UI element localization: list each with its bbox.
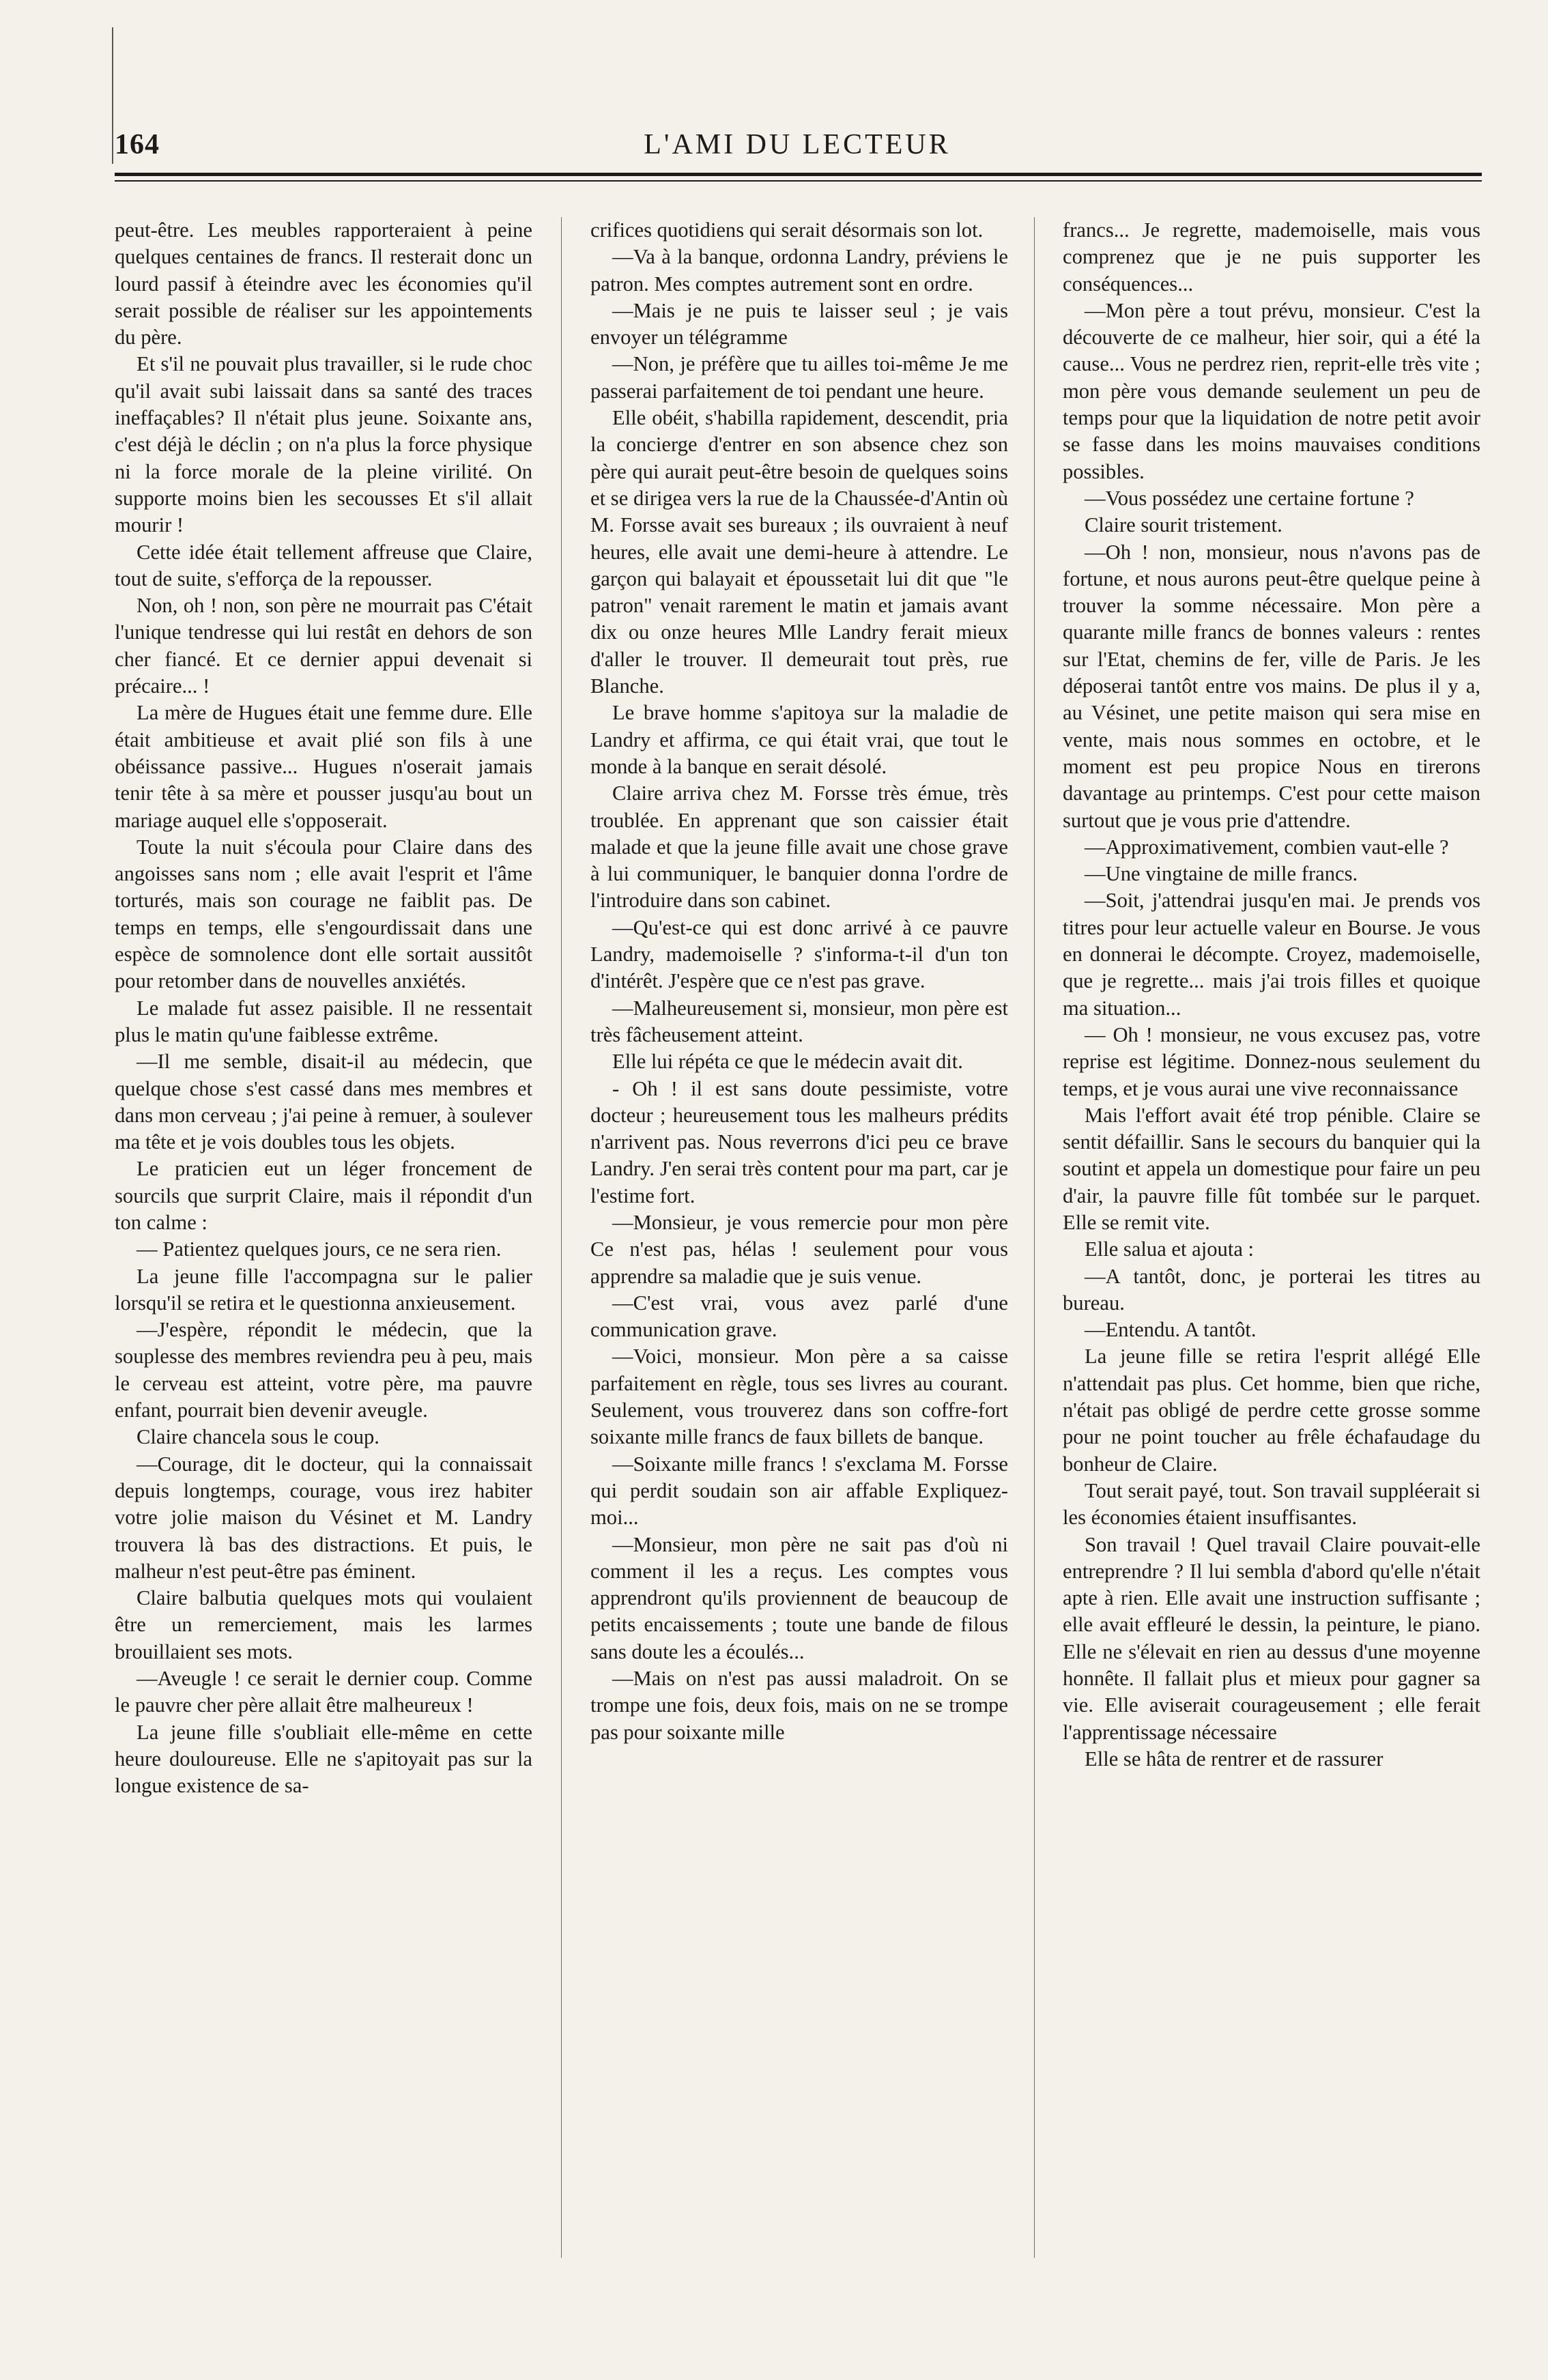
paragraph: —Monsieur, mon père ne sait pas d'où ni comment il les a reçus. Les comptes vous apprendront qu'ils proviennent de beaucoup de petits encaissements ; toute une bande de filous sans doute les a écoulés... bbox=[590, 1532, 1008, 1663]
paragraph: Elle se hâta de rentrer et de rassurer bbox=[1085, 1747, 1384, 1770]
paragraph: —Soit, j'attendrai jusqu'en mai. Je prends vos titres pour leur actuelle valeur en Bourse. Je vous en donnerai le décompte. Croyez, mademoiselle, que je regrette... mais j'ai trois filles et quoique ma situation... bbox=[1063, 889, 1480, 1020]
paragraph: La mère de Hugues était une femme dure. Elle était ambitieuse et avait plié son fils à une obéissance passive... Hugues n'oserait jamais tenir tête à sa mère et pousser jusqu'au bout un mariage auquel elle s'opposerait. bbox=[115, 701, 532, 832]
page-number: 164 bbox=[115, 129, 160, 160]
paragraph: —C'est vrai, vous avez parlé d'une communication grave. bbox=[590, 1291, 1008, 1342]
text-columns bbox=[115, 217, 1482, 2278]
paragraph: —Mais je ne puis te laisser seul ; je vais envoyer un télégramme bbox=[590, 298, 1008, 349]
paragraph: Elle salua et ajouta : bbox=[1085, 1237, 1255, 1261]
paragraph: Toute la nuit s'écoula pour Claire dans des angoisses sans nom ; elle avait l'esprit et l'âme torturés, mais son courage ne faiblit pas. De temps en temps, elle s'engourdissait dans une espèce de somnolence dont elle sortait aussitôt pour retomber dans de nouvelles anxiétés. bbox=[115, 835, 532, 993]
paragraph: Non, oh ! non, son père ne mourrait pas C'était l'unique tendresse qui lui restât en dehors de son cher fiancé. Et ce dernier appui devenait si précaire... ! bbox=[115, 594, 532, 698]
column-divider bbox=[1034, 217, 1035, 2258]
column-1 bbox=[115, 217, 532, 2278]
column-3 bbox=[1063, 217, 1480, 2278]
paragraph: —Mon père a tout prévu, monsieur. C'est la découverte de ce malheur, hier soir, qui a été la cause... Vous ne perdrez rien, reprit-elle très vite ; mon père vous demande seulement un peu de temps pour que la liquidation de notre petit avoir se fasse dans les moins mauvaises conditions possibles. bbox=[1063, 298, 1480, 483]
paragraph: Son travail ! Quel travail Claire pouvait-elle entreprendre ? Il lui sembla d'abord qu'elle n'était apte à rien. Elle avait une instruction suffisante ; elle avait effleuré le dessin, la peinture, le piano. Elle ne s'élevait en rien au dessus d'une moyenne honnête. Il fallait plus et mieux pour gagner sa vie. Elle aviserait courageusement ; elle ferait l'apprentissage nécessaire bbox=[1063, 1532, 1480, 1744]
paragraph: —Va à la banque, ordonna Landry, préviens le patron. Mes comptes autrement sont en ordre. bbox=[590, 245, 1008, 296]
running-title: L'AMI DU LECTEUR bbox=[644, 129, 951, 160]
paragraph: — Oh ! monsieur, ne vous excusez pas, votre reprise est légitime. Donnez-nous seulement du temps, et je vous aurai une vive reconnaissance bbox=[1063, 1022, 1480, 1100]
paragraph: francs... Je regrette, mademoiselle, mais vous comprenez que je ne puis supporter les conséquences... bbox=[1063, 218, 1480, 296]
header-rule-thin bbox=[115, 180, 1482, 182]
paragraph: Et s'il ne pouvait plus travailler, si le rude choc qu'il avait subi laissait dans sa santé des traces ineffaçables? Il n'était plus jeune. Soixante ans, c'est déjà le déclin ; on n'a plus la force physique ni la force morale de la pleine virilité. On supporte moins bien les secousses Et s'il allait mourir ! bbox=[115, 352, 532, 537]
paragraph: Elle obéit, s'habilla rapidement, descendit, pria la concierge d'entrer en son absence chez son père qui aurait peut-être besoin de quelques soins et se dirigea vers la rue de la Chaussée-d'Antin où M. Forsse avait ses bureaux ; ils ouvraient à neuf heures, elle avait une demi-heure à attendre. Le garçon qui balayait et époussetait lui dit que "le patron" venait rarement le matin et jamais avant dix ou onze heures Mlle Landry ferait mieux d'aller le trouver. Il demeurait tout près, rue Blanche. bbox=[590, 406, 1008, 698]
paragraph: —A tantôt, donc, je porterai les titres au bureau. bbox=[1063, 1264, 1480, 1315]
paragraph: Claire arriva chez M. Forsse très émue, très troublée. En apprenant que son caissier était malade et que la jeune fille avait une chose grave à lui communiquer, le banquier donna l'ordre de l'introduire dans son cabinet. bbox=[590, 782, 1008, 913]
paragraph: —Non, je préfère que tu ailles toi-même Je me passerai parfaitement de toi pendant une heure. bbox=[590, 352, 1008, 403]
paragraph: —Malheureusement si, monsieur, mon père est très fâcheusement atteint. bbox=[590, 996, 1008, 1046]
paragraph: —Monsieur, je vous remercie pour mon père Ce n'est pas, hélas ! seulement pour vous apprendre sa maladie que je suis venue. bbox=[590, 1210, 1008, 1288]
paragraph: Claire chancela sous le coup. bbox=[137, 1425, 379, 1449]
margin-mark bbox=[112, 27, 113, 164]
paragraph: —Une vingtaine de mille francs. bbox=[1085, 862, 1358, 886]
paragraph: —Aveugle ! ce serait le dernier coup. Comme le pauvre cher père allait être malheureux ! bbox=[115, 1667, 532, 1717]
page-header bbox=[115, 128, 1480, 169]
paragraph: —Qu'est-ce qui est donc arrivé à ce pauvre Landry, mademoiselle ? s'informa-t-il d'un ton d'intérêt. J'espère que ce n'est pas grave. bbox=[590, 915, 1008, 993]
paragraph: —Mais on n'est pas aussi maladroit. On se trompe une fois, deux fois, mais on ne se trompe pas pour soixante mille bbox=[590, 1667, 1008, 1744]
paragraph: —Il me semble, disait-il au médecin, que quelque chose s'est cassé dans mes membres et dans mon cerveau ; j'ai peine à remuer, à soulever ma tête et je vois doubles tous les objets. bbox=[115, 1050, 532, 1154]
paragraph: —Courage, dit le docteur, qui la connaissait depuis longtemps, courage, vous irez habiter votre jolie maison du Vésinet et M. Landry trouvera là bas des distractions. Et puis, le malheur n'est peut-être pas éminent. bbox=[115, 1452, 532, 1583]
header-rule-thick bbox=[115, 173, 1482, 176]
paragraph: Claire sourit tristement. bbox=[1085, 513, 1282, 537]
paragraph: La jeune fille se retira l'esprit allégé Elle n'attendait pas plus. Cet homme, bien que riche, n'était pas obligé de perdre cette grosse somme pour ne point toucher au frêle échafaudage du bonheur de Claire. bbox=[1063, 1345, 1480, 1476]
paragraph: —Approximativement, combien vaut-elle ? bbox=[1085, 835, 1449, 859]
paragraph: Cette idée était tellement affreuse que Claire, tout de suite, s'efforça de la repousser. bbox=[115, 540, 532, 590]
paragraph: - Oh ! il est sans doute pessimiste, votre docteur ; heureusement tous les malheurs prédits n'arrivent pas. Nous reverrons d'ici peu ce brave Landry. J'en serai très content pour ma part, car je l'estime fort. bbox=[590, 1076, 1008, 1207]
paragraph: Le malade fut assez paisible. Il ne ressentait plus le matin qu'une faiblesse extrême. bbox=[115, 996, 532, 1046]
paragraph: —J'espère, répondit le médecin, que la souplesse des membres reviendra peu à peu, mais le cerveau est atteint, votre père, ma pauvre enfant, pourrait bien devenir aveugle. bbox=[115, 1318, 532, 1422]
column-2 bbox=[590, 217, 1008, 2278]
paragraph: — Patientez quelques jours, ce ne sera rien. bbox=[137, 1237, 502, 1261]
paragraph: Le brave homme s'apitoya sur la maladie de Landry et affirma, ce qui était vrai, que tout le monde à la banque en serait désolé. bbox=[590, 701, 1008, 778]
paragraph: —Soixante mille francs ! s'exclama M. Forsse qui perdit soudain son air affable Expliquez-moi... bbox=[590, 1452, 1008, 1530]
paragraph: peut-être. Les meubles rapporteraient à peine quelques centaines de francs. Il resterait donc un lourd passif à éteindre avec les économies qu'il serait possible de réaliser sur les appointements du père. bbox=[115, 218, 532, 349]
paragraph: Le praticien eut un léger froncement de sourcils que surprit Claire, mais il répondit d'un ton calme : bbox=[115, 1157, 532, 1234]
paragraph: La jeune fille s'oubliait elle-même en cette heure douloureuse. Elle ne s'apitoyait pas sur la longue existence de sa- bbox=[115, 1720, 532, 1798]
paragraph: —Vous possédez une certaine fortune ? bbox=[1085, 486, 1414, 510]
paragraph: La jeune fille l'accompagna sur le palier lorsqu'il se retira et le questionna anxieusement. bbox=[115, 1264, 532, 1315]
paragraph: Mais l'effort avait été trop pénible. Claire se sentit défaillir. Sans le secours du banquier qui la soutint et appela un domestique pour faire un peu d'air, la pauvre fille fût tombée sur le parquet. Elle se remit vite. bbox=[1063, 1103, 1480, 1234]
paragraph: —Entendu. A tantôt. bbox=[1085, 1318, 1257, 1342]
paragraph: crifices quotidiens qui serait désormais son lot. bbox=[590, 218, 984, 242]
paragraph: —Oh ! non, monsieur, nous n'avons pas de fortune, et nous aurons peut-être quelque peine à trouver la somme nécessaire. Mon père a quarante mille francs de bonnes valeurs : rentes sur l'Etat, chemins de fer, ville de Paris. Je les déposerai tantôt entre vos mains. De plus il y a, au Vésinet, une petite maison qui sera mise en vente, mais nous sommes en octobre, et le moment est peu propice Nous en tirerons davantage au printemps. C'est pour cette maison surtout que je vous prie d'attendre. bbox=[1063, 540, 1480, 832]
paragraph: Elle lui répéta ce que le médecin avait dit. bbox=[612, 1050, 963, 1074]
paragraph: —Voici, monsieur. Mon père a sa caisse parfaitement en règle, tous ses livres au courant. Seulement, vous trouverez dans son coffre-fort soixante mille francs de faux billets de banque. bbox=[590, 1345, 1008, 1449]
paragraph: Tout serait payé, tout. Son travail suppléerait si les économies étaient insuffisantes. bbox=[1063, 1478, 1480, 1530]
column-divider bbox=[561, 217, 562, 2258]
paragraph: Claire balbutia quelques mots qui voulaient être un remerciement, mais les larmes brouillaient ses mots. bbox=[115, 1586, 532, 1663]
